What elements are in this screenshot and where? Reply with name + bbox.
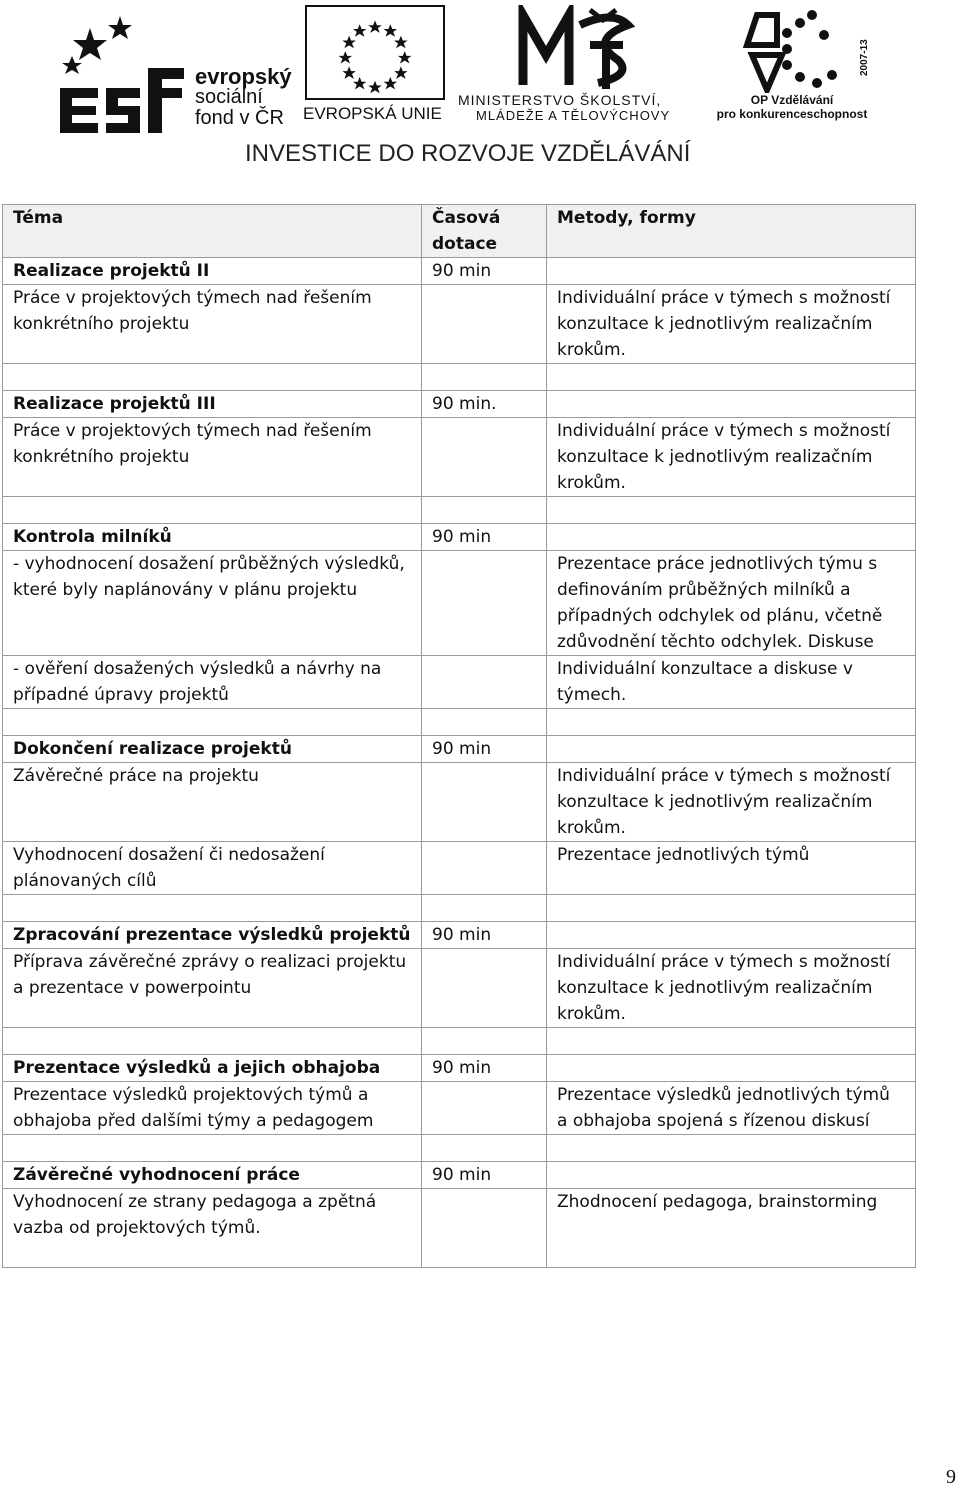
block-method-empty [547, 391, 916, 418]
row-topic: - ověření dosažených výsledků a návrhy na případné úpravy projektů [3, 656, 422, 709]
table-row [3, 418, 916, 497]
esf-word-2: sociální [195, 86, 263, 108]
msmt-line-1: MINISTERSTVO ŠKOLSTVÍ, [458, 92, 662, 108]
eu-label: EVROPSKÁ UNIE [303, 104, 442, 123]
table-row [3, 1082, 916, 1135]
eu-stars-icon [305, 5, 445, 100]
row-method: Individuální práce v týmech s možností konzultace k jednotlivým realizačním krokům. [547, 285, 916, 364]
block-title: Prezentace výsledků a jejich obhajoba [3, 1055, 422, 1082]
table-row [3, 1055, 916, 1082]
block-title: Dokončení realizace projektů [3, 736, 422, 763]
block-time: 90 min [422, 922, 547, 949]
block-method-empty [547, 1055, 916, 1082]
msmt-name [458, 92, 670, 124]
row-time-empty [422, 1082, 547, 1135]
block-time: 90 min [422, 736, 547, 763]
block-method-empty [547, 736, 916, 763]
table-row [3, 258, 916, 285]
row-time-empty [422, 551, 547, 656]
msmt-monogram-icon [518, 5, 638, 90]
table-row [3, 763, 916, 842]
op-line-1: OP Vzdělávání [750, 93, 834, 107]
block-title: Závěrečné vyhodnocení práce [3, 1162, 422, 1189]
op-name [712, 93, 872, 121]
table-header-row [3, 205, 916, 258]
table-row [3, 656, 916, 709]
table-row [3, 285, 916, 364]
block-method-empty [547, 524, 916, 551]
block-time: 90 min. [422, 391, 547, 418]
spacer-row [3, 895, 916, 922]
spacer-row [3, 497, 916, 524]
op-emblem-icon [742, 5, 852, 93]
row-topic: Závěrečné práce na projektu [3, 763, 422, 842]
row-method: Prezentace jednotlivých týmů [547, 842, 916, 895]
table-row [3, 391, 916, 418]
header-logos [0, 0, 960, 180]
header-topic: Téma [3, 205, 422, 258]
table-row [3, 1162, 916, 1189]
msmt-line-2: MLÁDEŽE A TĚLOVÝCHOVY [476, 108, 671, 123]
row-topic: Příprava závěrečné zprávy o realizaci projektu a prezentace v powerpointu [3, 949, 422, 1028]
block-time: 90 min [422, 1055, 547, 1082]
eu-logo [303, 5, 448, 127]
row-topic: Prezentace výsledků projektových týmů a obhajoba před dalšími týmy a pedagogem [3, 1082, 422, 1135]
table-row [3, 1189, 916, 1268]
block-title: Realizace projektů III [3, 391, 422, 418]
row-method: Individuální konzultace a diskuse v týmech. [547, 656, 916, 709]
esf-word-1: evropský [195, 64, 292, 89]
row-topic: Práce v projektových týmech nad řešením konkrétního projektu [3, 285, 422, 364]
table-row [3, 842, 916, 895]
row-topic: Vyhodnocení dosažení či nedosažení plánovaných cílů [3, 842, 422, 895]
block-time: 90 min [422, 524, 547, 551]
row-time-empty [422, 1189, 547, 1268]
block-title: Kontrola milníků [3, 524, 422, 551]
row-time-empty [422, 285, 547, 364]
table-row [3, 922, 916, 949]
block-title: Zpracování prezentace výsledků projektů [3, 922, 422, 949]
esf-logo [50, 8, 300, 133]
row-method: Individuální práce v týmech s možností konzultace k jednotlivým realizačním krokům. [547, 418, 916, 497]
row-method: Zhodnocení pedagoga, brainstorming [547, 1189, 916, 1268]
block-method-empty [547, 258, 916, 285]
row-time-empty [422, 763, 547, 842]
esf-emblem-icon [50, 8, 190, 133]
row-topic: Práce v projektových týmech nad řešením konkrétního projektu [3, 418, 422, 497]
page-number: 9 [946, 1466, 956, 1488]
esf-word-3: fond v ČR [195, 107, 284, 129]
row-method: Prezentace výsledků jednotlivých týmů a obhajoba spojená s řízenou diskusí [547, 1082, 916, 1135]
row-method: Individuální práce v týmech s možností konzultace k jednotlivým realizačním krokům. [547, 949, 916, 1028]
header-time: Časová dotace [422, 205, 547, 258]
table-row [3, 949, 916, 1028]
spacer-row [3, 1028, 916, 1055]
row-time-empty [422, 949, 547, 1028]
row-time-empty [422, 842, 547, 895]
row-topic: - vyhodnocení dosažení průběžných výsledků, které byly naplánovány v plánu projektu [3, 551, 422, 656]
block-title: Realizace projektů II [3, 258, 422, 285]
table-row [3, 524, 916, 551]
header-methods: Metody, formy [547, 205, 916, 258]
spacer-row [3, 709, 916, 736]
msmt-logo [458, 5, 708, 125]
op-line-2: pro konkurenceschopnost [716, 107, 868, 121]
row-time-empty [422, 656, 547, 709]
esf-wordmark [195, 66, 292, 129]
block-method-empty [547, 1162, 916, 1189]
block-time: 90 min [422, 258, 547, 285]
lesson-plan-table [2, 204, 916, 1268]
block-time: 90 min [422, 1162, 547, 1189]
op-year-label: 2007-13 [859, 39, 870, 76]
row-time-empty [422, 418, 547, 497]
block-method-empty [547, 922, 916, 949]
row-method: Individuální práce v týmech s možností konzultace k jednotlivým realizačním krokům. [547, 763, 916, 842]
op-logo [712, 5, 882, 125]
op-badge [854, 10, 872, 80]
header-tagline: INVESTICE DO ROZVOJE VZDĚLÁVÁNÍ [245, 140, 691, 167]
table-row [3, 736, 916, 763]
row-topic: Vyhodnocení ze strany pedagoga a zpětná vazba od projektových týmů. [3, 1189, 422, 1268]
row-method: Prezentace práce jednotlivých týmu s definováním průběžných milníků a případných odchylek od plánu, včetně zdůvodnění těchto odchylek. Diskuse [547, 551, 916, 656]
table-row [3, 551, 916, 656]
spacer-row [3, 364, 916, 391]
spacer-row [3, 1135, 916, 1162]
